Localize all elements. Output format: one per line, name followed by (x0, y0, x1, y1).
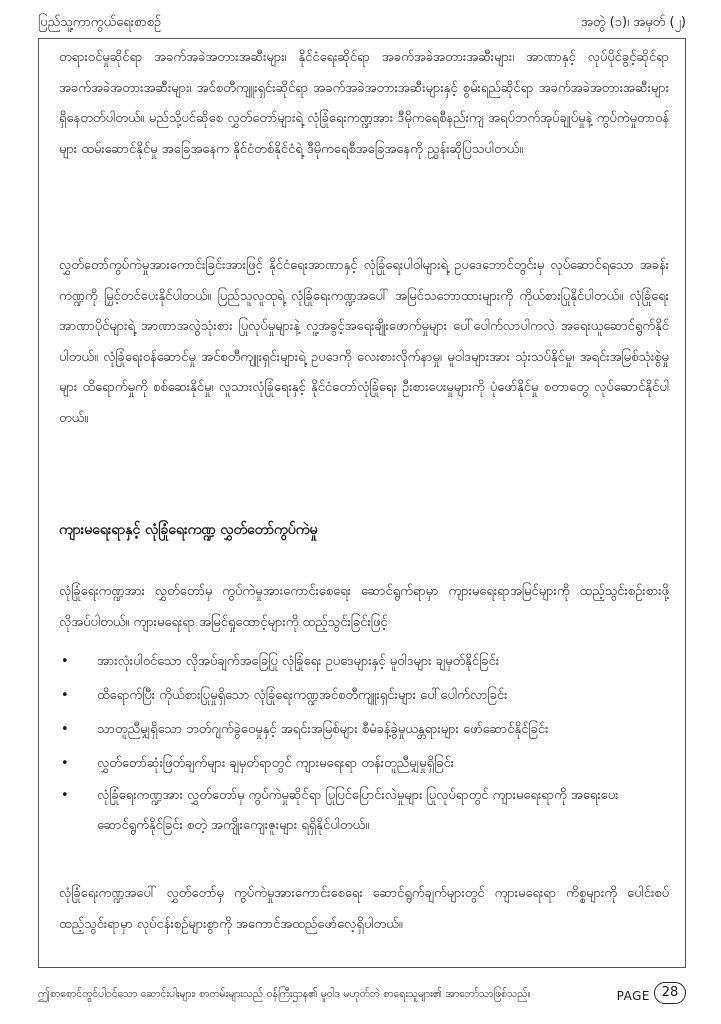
benefit-list (59, 645, 669, 841)
section-heading: ကျားမရေးရာနှင့် လုံခြုံရေးကဏ္ဍ လွှတ်တော်ကွပ်ကဲမှု (59, 522, 318, 538)
disclaimer: ဤစာစောင်တွင်ပါဝင်သော ဆောင်းပါးများ၊ စာတမ်းများသည် ဝန်ကြီးဌာန၏ မူဝါဒ မဟုတ်ဘဲ စာရေးသူများ၏ အာဘော်သာဖြစ်သည်။ (38, 988, 531, 1000)
list-item: • လုံခြုံရေးကဏ္ဍအား လွှတ်တော်မှ ကွပ်ကဲမှုဆိုင်ရာ ပြုပြင်ပြောင်းလဲမှုများ ပြုလုပ်ရာတွင် ကျားမရေးရာကို အရေးပေးဆောင်ရွက်နိုင်ခြင်း စတဲ့ အကျိုးကျေးဇူးများ ရရှိနိုင်ပါတယ်။ (59, 781, 669, 841)
page-number: 28 (654, 982, 686, 1004)
page-label: PAGE (616, 989, 650, 1003)
list-item: • လွှတ်တော်ဆုံးဖြတ်ချက်များ ချမှတ်ရာတွင် ကျားမရေးရာ တန်းတူညီမျှမှုရှိခြင်း (59, 747, 669, 781)
paragraph-2: လွှတ်တော်ကွပ်ကဲမှုအားကောင်းခြင်းအားဖြင့် နိုင်ငံရေးအာဏာနှင့် လုံခြုံရေးပါဝါများရဲ့ ဥပဒေဘောင်တွင်းမှ လုပ်ဆောင်ရသော အခန်းကဏ္ဍကို မြှင့်တင်ပေးနိုင်ပါတယ်။ ပြည်သူလူထုရဲ့ လုံခြုံရေးကဏ္ဍအပေါ် အမြင်သဘောထားများကို ကိုယ်စားပြုနိုင်ပါတယ်။ လုံခြုံရေးအာဏာပိုင်များရဲ့ အာဏာအလွဲသုံးစား ပြုလုပ်မှုများနဲ့ လူ့အခွင့်အရေးချိုးဖောက်မှုများ ပေါ်ပေါက်လာပါကလဲ အရေးယူဆောင်ရွက်နိုင်ပါတယ်။ လုံခြုံရေးဝန်ဆောင်မှု အင်စတီကျူးရှင်းများရဲ့ ဥပဒေကို လေးစားလိုက်နာမှု၊ မူဝါဒများအား သုံးသပ်နိုင်မှု၊ အရင်းအမြစ်သုံးစွဲမှုများ ထိရောက်မှုကို စစ်ဆေးနိုင်မှု၊ လူသားလုံခြုံရေးနှင့် နိုင်ငံတော်လုံခြုံရေး ဦးစားပေးမှုများကို ပုံဖော်နိုင်မှု စတာတွေ လုပ်ဆောင်နိုင်ပါတယ်။ (59, 258, 669, 426)
content-frame (38, 38, 686, 968)
list-item: • သာတူညီမျှရှိသော ဘတ်ဂျက်ခွဲဝေမှုနှင့် အရင်းအမြစ်များ စီမံခန့်ခွဲမှုယန္တရားများ ဖော်ဆောင်နိုင်ခြင်း (59, 713, 669, 747)
section-intro: လုံခြုံရေးကဏ္ဍအား လွှတ်တော်မှ ကွပ်ကဲမှုအားကောင်းစေရေး ဆောင်ရွက်ရာမှာ ကျားမရေးရာအမြင်များကို ထည့်သွင်းစဥ်းစားဖို့ လိုအပ်ပါတယ်။ ကျားမရေးရာ အမြင်ရှုထောင့်များကို ထည့်သွင်းခြင်းဖြင့် (59, 584, 669, 630)
list-item: • အားလုံးပါဝင်သော လိုအပ်ချက်အခြေပြု လုံခြုံရေး ဥပဒေများနှင့် မူဝါဒများ ချမှတ်နိုင်ခြင်း (59, 645, 669, 679)
paragraph-1: တရားဝင်မှုဆိုင်ရာ အခက်အခဲအတားအဆီးများ၊ နိုင်ငံရေးဆိုင်ရာ အခက်အခဲအတားအဆီးများ၊ အာဏာနှင့် လုပ်ပိုင်ခွင့်ဆိုင်ရာ အခက်အခဲအတားအဆီးများ၊ အင်စတီကျူးရှင်းဆိုင်ရာ အခက်အခဲအတားအဆီးများနှင့် စွမ်းရည်ဆိုင်ရာ အခက်အခဲအတားအဆီးများ ရှိနေတတ်ပါတယ်။ မည်သို့ပင်ဆိုစေ လွှတ်တော်များရဲ့ လုံခြုံရေးကဏ္ဍအား ဒီမိုကရေစီနည်းကျ အရပ်ဘက်အုပ်ချုပ်မှုနဲ့ ကွပ်ကဲမှုတာဝန်များ ထမ်းဆောင်နိုင်မှု အခြေအနေက နိုင်ငံတစ်နိုင်ငံရဲ့ ဒီမိုကရေစီအခြေအနေကို ညွှန်းဆိုပြသပါတယ်။ (59, 50, 669, 157)
closing-paragraph: လုံခြုံရေးကဏ္ဍအပေါ် လွှတ်တော်မှ ကွပ်ကဲမှုအားကောင်းစေရေး ဆောင်ရွက်ချက်များတွင် ကျားမရေးရာ ကိစ္စများကို ပေါင်းစပ်ထည့်သွင်းရာမှာ လုပ်ငန်းစဥ်များစွာကို အကောင်အထည်ဖော်လေ့ရှိပါတယ်။ (59, 886, 669, 932)
volume-issue: အတွဲ (၁)၊ အမှတ် (၂) (580, 15, 686, 30)
page-footer (38, 978, 686, 1014)
page-header (38, 8, 686, 38)
publication-title: ပြည်သူ့ကာကွယ်ရေးစာစဥ် (38, 15, 162, 30)
list-item: • ထိရောက်ပြီး ကိုယ်စားပြုမှုရှိသော လုံခြုံရေးကဏ္ဍအင်စတီကျူးရှင်းများ ပေါ်ပေါက်လာခြင်း (59, 679, 669, 713)
